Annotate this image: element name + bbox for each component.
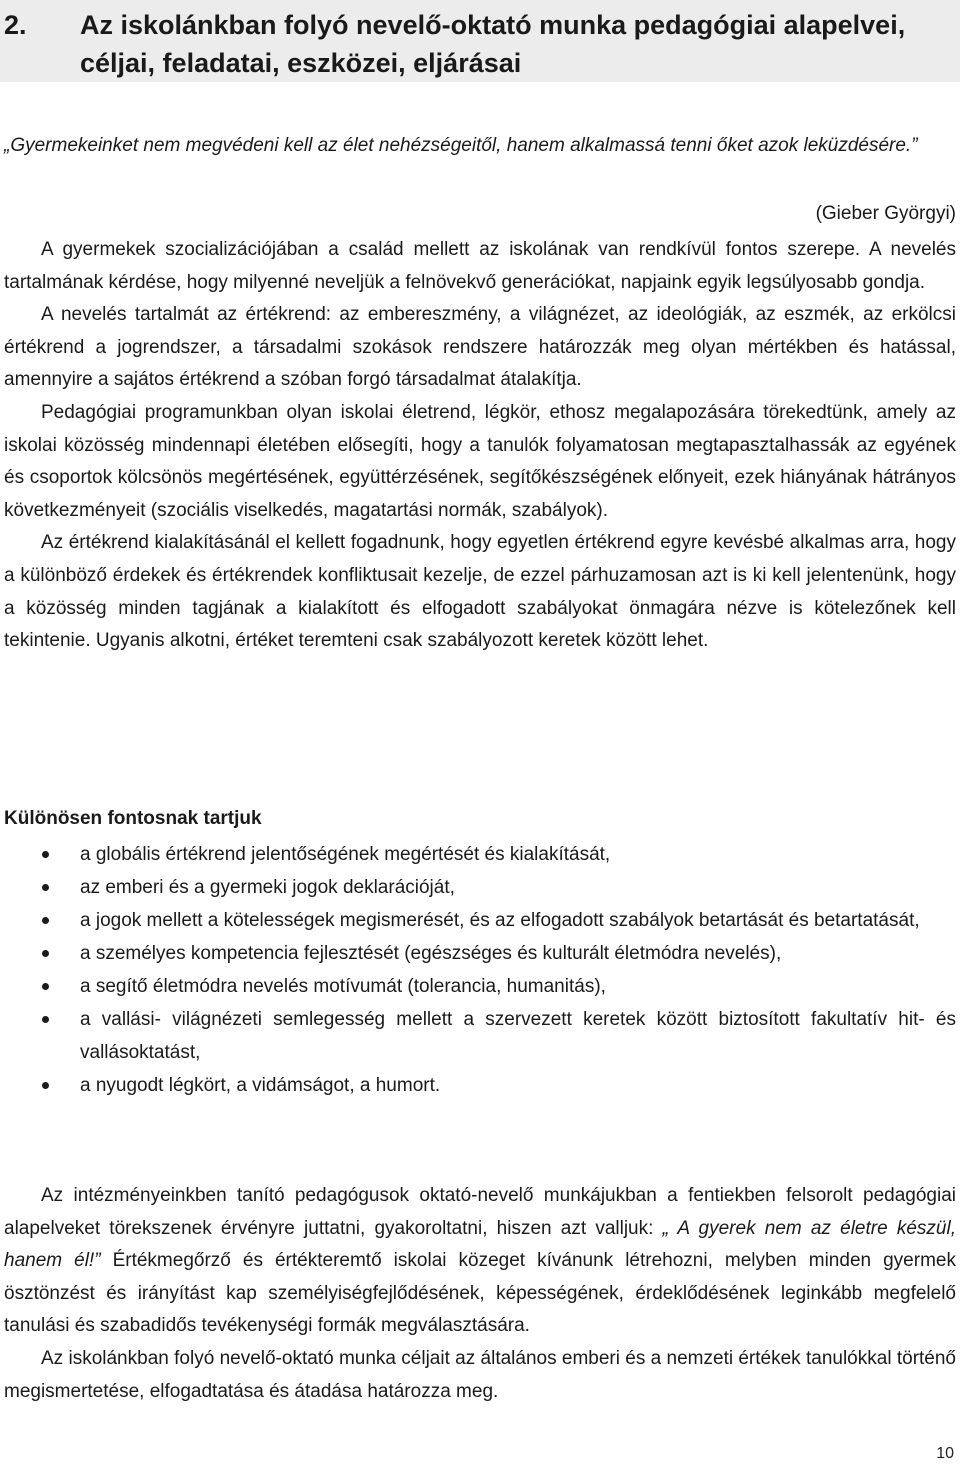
bullet-icon: [42, 983, 49, 990]
inline-quote: „ A gyerek nem az életre készül, hanem él!”: [4, 1217, 956, 1272]
bullet-icon: [42, 1082, 49, 1089]
section-heading: [0, 0, 960, 82]
important-heading: Különösen fontosnak tartjuk: [4, 808, 262, 829]
bullet-icon: [42, 851, 49, 858]
list-item: az emberi és a gyermeki jogok deklarációját,: [4, 871, 956, 904]
paragraph-teachers: Az intézményeinkben tanító pedagógusok oktató-nevelő munkájukban a fentiekben felsorolt pedagógiai alapelveket törekszenek érvényre juttatni, gyakoroltatni, hiszen azt valljuk: „ A gyerek nem az életre készül, hanem él!” Értékmegőrző és értékteremtő iskolai közeget kívánunk létrehozni, melyben minden gyermek ösztönzést és irányítást kap személyiségfejlődésének, képességének, érdeklődésének leginkább megfelelő tanulási és szabadidős tevékenységi formák megválasztására.: [4, 1185, 956, 1337]
page-number: 10: [936, 1445, 954, 1462]
paragraph-value-system: Az értékrend kialakításánál el kellett fogadnunk, hogy egyetlen értékrend egyre kevésbé alkalmas arra, hogy a különböző érdekek és értékrendek konfliktusait kezelje, de ezzel párhuzamosan azt is ki kell jelentenünk, hogy a közösség minden tagjának a kialakított és elfogadott szabályokat önmagára nézve is kötelezőnek kell tekintenie. Ugyanis alkotni, értéket teremteni csak szabályozott keretek között lehet.: [4, 532, 956, 652]
section-title: Az iskolánkban folyó nevelő-oktató munka pedagógiai alapelvei, céljai, feladatai, eszközei, eljárásai: [80, 10, 906, 78]
paragraph-program: Pedagógiai programunkban olyan iskolai életrend, légkör, ethosz megalapozására törekedtünk, amely az iskolai közösség mindennapi életében elősegíti, hogy a tanulók folyamatosan megtapasztalhassák az egyének és csoportok kölcsönös megértésének, együttérzésének, segítőkészségének előnyeit, ezek hiányának hátrányos következményeit (szociális viselkedés, magatartási normák, szabályok).: [4, 401, 956, 521]
list-item: a nyugodt légkört, a vidámságot, a humort.: [4, 1069, 956, 1102]
paragraph-socialization: A gyermekek szocializációjában a család mellett az iskolának van rendkívül fontos szerepe. A nevelés tartalmának kérdése, hogy milyenné neveljük a felnövekvő generációkat, napjaink egyik legsúlyosabb gondja.: [4, 239, 956, 293]
bullet-icon: [42, 1016, 49, 1023]
important-list: [4, 838, 956, 1102]
bullet-icon: [42, 884, 49, 891]
list-item: a személyes kompetencia fejlesztését (egészséges és kulturált életmódra nevelés),: [4, 937, 956, 970]
intro-paragraphs: [4, 234, 956, 658]
list-item: a globális értékrend jelentőségének megértését és kialakítását,: [4, 838, 956, 871]
list-item: a vallási- világnézeti semlegesség mellett a szervezett keretek között biztosított fakultatív hit- és vallásoktatást,: [4, 1003, 956, 1069]
motto-author: (Gieber Györgyi): [815, 203, 956, 224]
list-item: a segítő életmódra nevelés motívumát (tolerancia, humanitás),: [4, 970, 956, 1003]
motto-quote: „Gyermekeinket nem megvédeni kell az élet nehézségeitől, hanem alkalmassá tenni őket azok leküzdésére.”: [4, 135, 918, 156]
paragraph-values: A nevelés tartalmát az értékrend: az embereszmény, a világnézet, az ideológiák, az eszmék, az erkölcsi értékrend a jogrendszer, a társadalmi szokások rendszere határozzák meg olyan mértékben és hatással, amennyire a sajátos értékrend a szóban forgó társadalmat átalakítja.: [4, 304, 956, 391]
bullet-icon: [42, 950, 49, 957]
closing-paragraphs: [4, 1180, 956, 1408]
list-item: a jogok mellett a kötelességek megismerését, és az elfogadott szabályok betartását és betartatását,: [4, 904, 956, 937]
bullet-icon: [42, 917, 49, 924]
section-number: 2.: [4, 10, 27, 40]
paragraph-goals: Az iskolánkban folyó nevelő-oktató munka céljait az általános emberi és a nemzeti értékek tanulókkal történő megismertetése, elfogadtatása és átadása határozza meg.: [4, 1347, 956, 1402]
